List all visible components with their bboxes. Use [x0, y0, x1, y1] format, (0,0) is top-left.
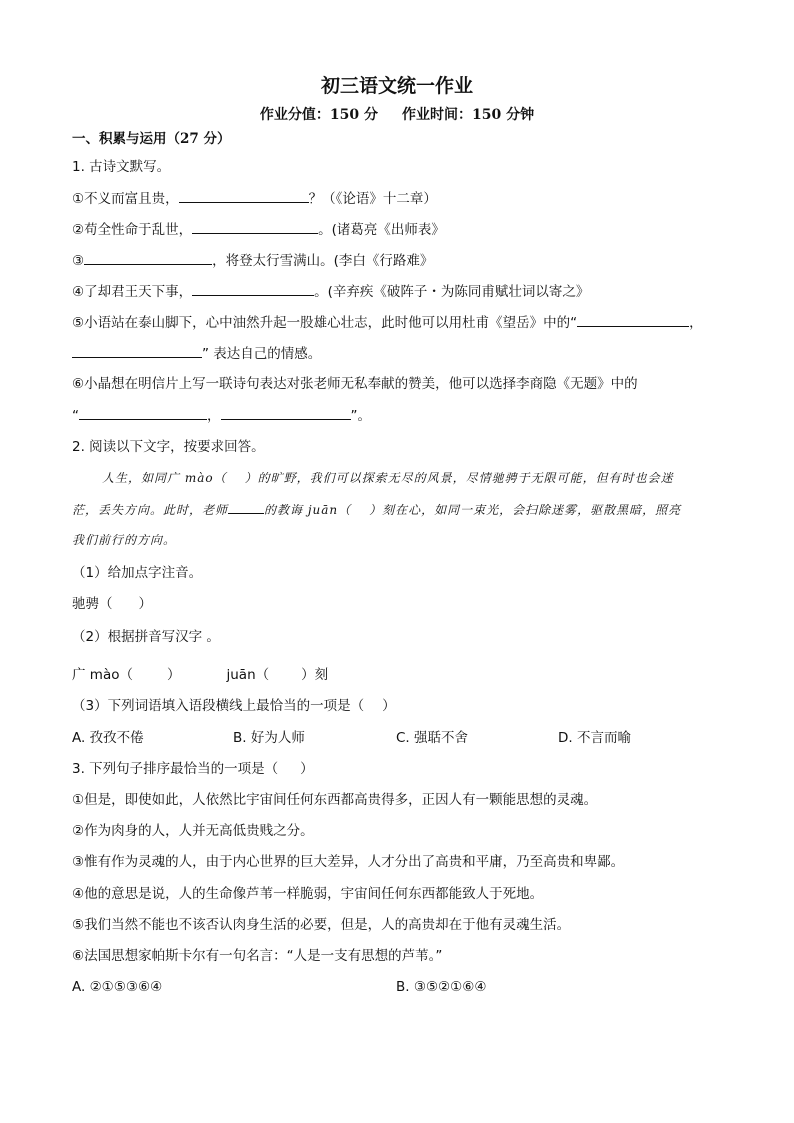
q3-heading [72, 760, 314, 778]
item-text: juān（ [226, 667, 270, 683]
option-b[interactable]: B. 好为人师 [233, 730, 305, 746]
fill-blank[interactable] [228, 500, 264, 514]
q1-line-1-source: ？（《论语》十二章） [308, 191, 437, 207]
passage-line-2 [72, 500, 681, 519]
page-title: 初三语文统一作业 [320, 75, 473, 97]
answer-blank[interactable] [179, 189, 309, 203]
answer-blank[interactable] [84, 251, 212, 265]
q1-line-1-text: ①不义而富且贵， [72, 191, 179, 207]
paren-close: ） [300, 761, 314, 777]
q3-sentence-4: ④他的意思是说，人的生命像芦苇一样脆弱，宇宙间任何东西都能致人于死地。 [72, 886, 544, 902]
time-info: 作业时间：150 分钟 [402, 107, 535, 123]
q1-line-2-source: 。(诸葛亮《出师表》 [318, 222, 445, 238]
q1-line-2 [72, 220, 445, 239]
q1-heading: 1. 古诗文默写。 [72, 159, 171, 175]
q1-line-5-text: ⑤小语站在泰山脚下，心中油然升起一股雄心壮志，此时他可以用杜甫《望岳》中的“ [72, 315, 578, 331]
q3-sentence-2: ②作为肉身的人，人并无高低贵贱之分。 [72, 823, 314, 839]
option-a[interactable]: A. 孜孜不倦 [72, 730, 144, 746]
q1-line-2-text: ②苟全性命于乱世， [72, 222, 193, 238]
q3-sentence-1: ①但是，即使如此，人依然比宇宙间任何东西都高贵得多，正因人有一颗能思想的灵魂。 [72, 792, 598, 808]
q1-line-5-comma: ， [689, 315, 703, 331]
option-d[interactable]: D. 不言而喻 [558, 730, 631, 746]
question-text: （3）下列词语填入语段横线上最恰当的一项是（ [72, 698, 365, 714]
q2-sub1: （1）给加点字注音。 [72, 565, 203, 581]
passage-line-3: 我们前行的方向。 [72, 533, 177, 547]
passage-text: 茫，丢失方向。此时，老师 [72, 503, 229, 517]
q2-heading: 2. 阅读以下文字，按要求回答。 [72, 439, 265, 455]
answer-blank[interactable] [577, 313, 689, 327]
answer-blank[interactable] [221, 406, 351, 420]
paren-close: ） [382, 698, 396, 714]
item-text: 驰骋（ [72, 596, 113, 612]
q2-sub2: （2）根据拼音写汉字 。 [72, 629, 220, 645]
q2-sub3 [72, 697, 396, 715]
answer-blank[interactable] [72, 344, 202, 358]
option-c[interactable]: C. 强聒不舍 [396, 730, 469, 746]
q1-line-5-cont [72, 344, 321, 363]
q1-line-3-text: ③ [72, 253, 85, 269]
q3-sentence-3: ③惟有作为灵魂的人，由于内心世界的巨大差异，人才分出了高贵和平庸，乃至高贵和卑鄙。 [72, 854, 625, 870]
score-info: 作业分值：150 分 [259, 107, 378, 123]
option-b[interactable]: B. ③⑤②①⑥④ [396, 979, 487, 995]
q3-sentence-5: ⑤我们当然不能也不该否认肉身生活的必要，但是，人的高贵却在于他有灵魂生活。 [72, 917, 571, 933]
q2-sub2-items [72, 666, 328, 684]
item-text: 广 mào（ [72, 667, 133, 683]
q1-line-4-text: ④了却君王天下事， [72, 284, 193, 300]
answer-blank[interactable] [192, 282, 314, 296]
q1-line-6-cont [72, 406, 371, 425]
q2-sub1-item [72, 595, 152, 613]
passage-text: 人生，如同广 mào（ [102, 471, 227, 485]
paren-close: ）刻 [301, 667, 329, 683]
q1-line-5 [72, 313, 703, 332]
passage-text: 的教诲 juān（ [264, 503, 352, 517]
passage-text: ）的旷野，我们可以探索无尽的风景，尽情驰骋于无限可能，但有时也会迷 [244, 471, 674, 485]
q1-line-3 [72, 251, 433, 270]
q1-line-6: ⑥小晶想在明信片上写一联诗句表达对张老师无私奉献的赞美，他可以选择李商隐《无题》中的 [72, 376, 638, 392]
answer-blank[interactable] [192, 220, 318, 234]
passage-text: ）刻在心，如同一束光，会扫除迷雾，驱散黑暗，照亮 [369, 503, 682, 517]
page-subtitle [0, 106, 794, 124]
section-heading: 一、积累与运用（27 分） [72, 131, 231, 147]
q1-line-3-source: ，将登太行雪满山。(李白《行路难》 [212, 253, 434, 269]
q3-sentence-6: ⑥法国思想家帕斯卡尔有一句名言：“人是一支有思想的芦苇。” [72, 948, 443, 964]
question-text: 3. 下列句子排序最恰当的一项是（ [72, 761, 279, 777]
comma: ， [207, 408, 221, 424]
q1-line-1 [72, 189, 437, 208]
q1-line-5-end: ” 表达自己的情感。 [202, 346, 322, 362]
answer-blank[interactable] [79, 406, 207, 420]
passage-line-1 [102, 469, 674, 487]
q1-line-4 [72, 282, 589, 301]
option-a[interactable]: A. ②①⑤③⑥④ [72, 979, 163, 995]
open-quote: “ [72, 408, 79, 424]
paren-close: ） [166, 667, 181, 683]
q1-line-4-source: 。(辛弃疾《破阵子・为陈同甫赋壮词以寄之》 [314, 284, 590, 300]
close-quote: ”。 [350, 408, 371, 424]
paren-close: ） [138, 596, 152, 612]
